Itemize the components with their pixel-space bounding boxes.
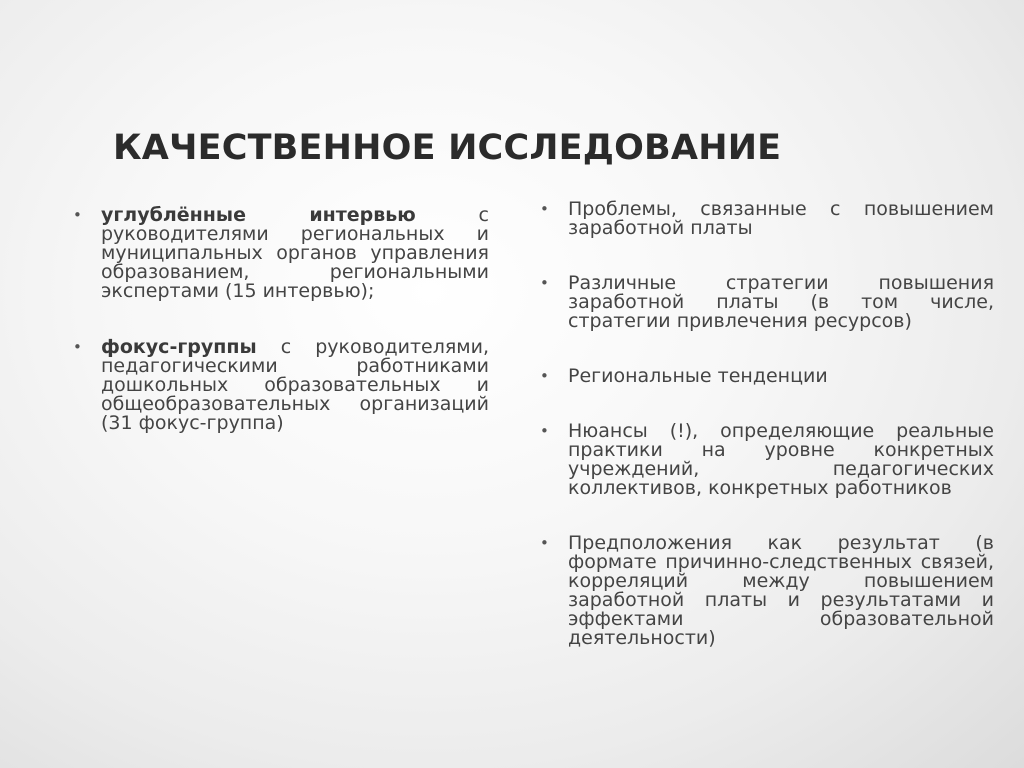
bullet-icon: •: [73, 338, 82, 356]
bullet-icon: •: [540, 274, 549, 292]
left-bullet-list: [73, 204, 489, 434]
item-text: с руководителями региональных и муниципальных органов управления образованием, региональными экспертами (15 интервью);: [101, 204, 489, 302]
bullet-icon: •: [540, 367, 549, 385]
bullet-icon: •: [540, 422, 549, 440]
item-text: Нюансы (!), определяющие реальные практики на уровне конкретных учреждений, педагогических коллективов, конкретных работников: [568, 420, 994, 499]
list-item: [73, 204, 489, 302]
item-text: Проблемы, связанные с повышением заработной платы: [568, 198, 994, 239]
list-item: [540, 532, 994, 649]
bullet-icon: •: [540, 200, 549, 218]
bullet-icon: •: [540, 534, 549, 552]
item-text: с руководителями, педагогическими работниками дошкольных образовательных и общеобразовательных организаций (31 фокус-группа): [101, 336, 489, 434]
slide-title: КАЧЕСТВЕННОЕ ИССЛЕДОВАНИЕ: [113, 128, 782, 168]
list-item: [540, 198, 994, 239]
item-emphasis: фокус-группы: [101, 336, 257, 358]
item-text: Региональные тенденции: [568, 365, 828, 387]
item-text: Предположения как результат (в формате причинно-следственных связей, корреляций между повышением заработной платы и результатами и эффектами образовательной деятельности): [568, 532, 994, 649]
item-text: Различные стратегии повышения заработной платы (в том числе, стратегии привлечения ресурсов): [568, 272, 994, 332]
list-item: [540, 272, 994, 332]
list-item: [73, 336, 489, 434]
list-item: [540, 365, 994, 387]
list-item: [540, 420, 994, 499]
bullet-icon: •: [73, 206, 82, 224]
right-bullet-list: [540, 198, 994, 649]
item-emphasis: углублённые интервью: [101, 204, 416, 226]
